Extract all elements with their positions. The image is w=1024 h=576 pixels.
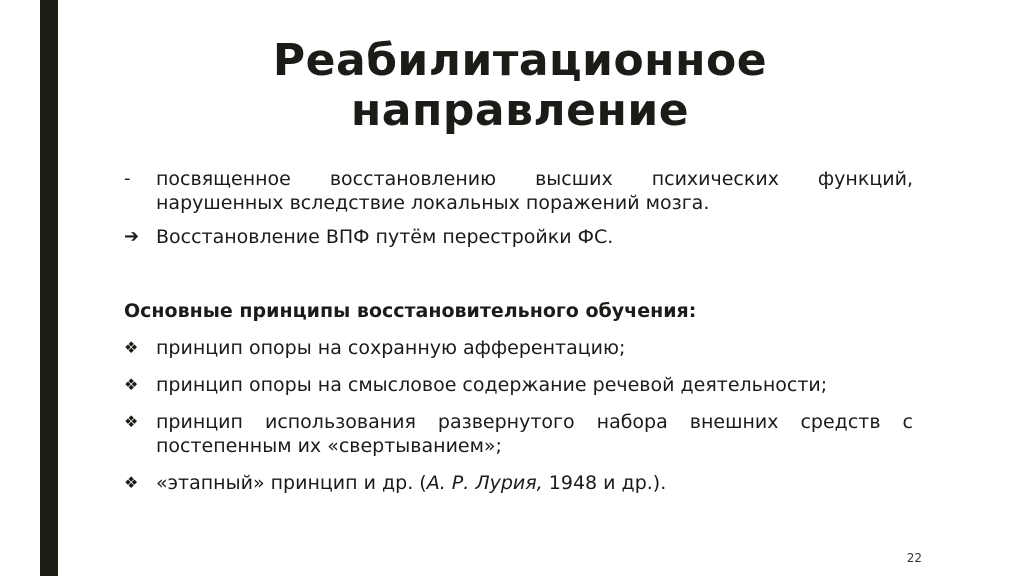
definition-item	[124, 167, 913, 215]
arrow-right-icon: ➔	[124, 226, 140, 247]
arrow-item-text: Восстановление ВПФ путём перестройки ФС.	[156, 226, 614, 248]
slide-title-line-1: Реабилитационное	[272, 35, 768, 86]
principle-text-last	[156, 471, 913, 495]
definition-text: посвященное восстановлению высших психических функций, нарушенных вследствие локальных поражений мозга.	[156, 168, 913, 214]
dash-marker: -	[124, 168, 131, 189]
slide-body	[124, 167, 913, 495]
principle-text: принцип опоры на смысловое содержание речевой деятельности;	[156, 374, 828, 396]
slide-title	[128, 36, 912, 136]
author-citation: А. Р. Лурия,	[426, 472, 543, 494]
principle-text: принцип использования развернутого набора внешних средств с постепенным их «свертыванием»;	[156, 411, 913, 457]
diamond-bullet-icon: ❖	[124, 412, 139, 431]
left-accent-bar	[40, 0, 58, 576]
page-number: 22	[906, 551, 922, 565]
principle-text-start: «этапный» принцип и др. (	[156, 472, 427, 494]
principle-text: принцип опоры на сохранную афферентацию;	[156, 337, 626, 359]
principles-heading: Основные принципы восстановительного обучения:	[124, 300, 697, 322]
diamond-bullet-icon: ❖	[124, 375, 139, 394]
principle-text-end: 1948 и др.).	[542, 472, 667, 494]
principle-item	[124, 471, 913, 495]
slide-title-line-2: направление	[350, 85, 690, 136]
principle-item	[124, 410, 913, 458]
diamond-bullet-icon: ❖	[124, 473, 139, 492]
principle-item	[124, 373, 913, 397]
diamond-bullet-icon: ❖	[124, 338, 139, 357]
principle-item	[124, 336, 913, 360]
arrow-item	[124, 225, 913, 249]
